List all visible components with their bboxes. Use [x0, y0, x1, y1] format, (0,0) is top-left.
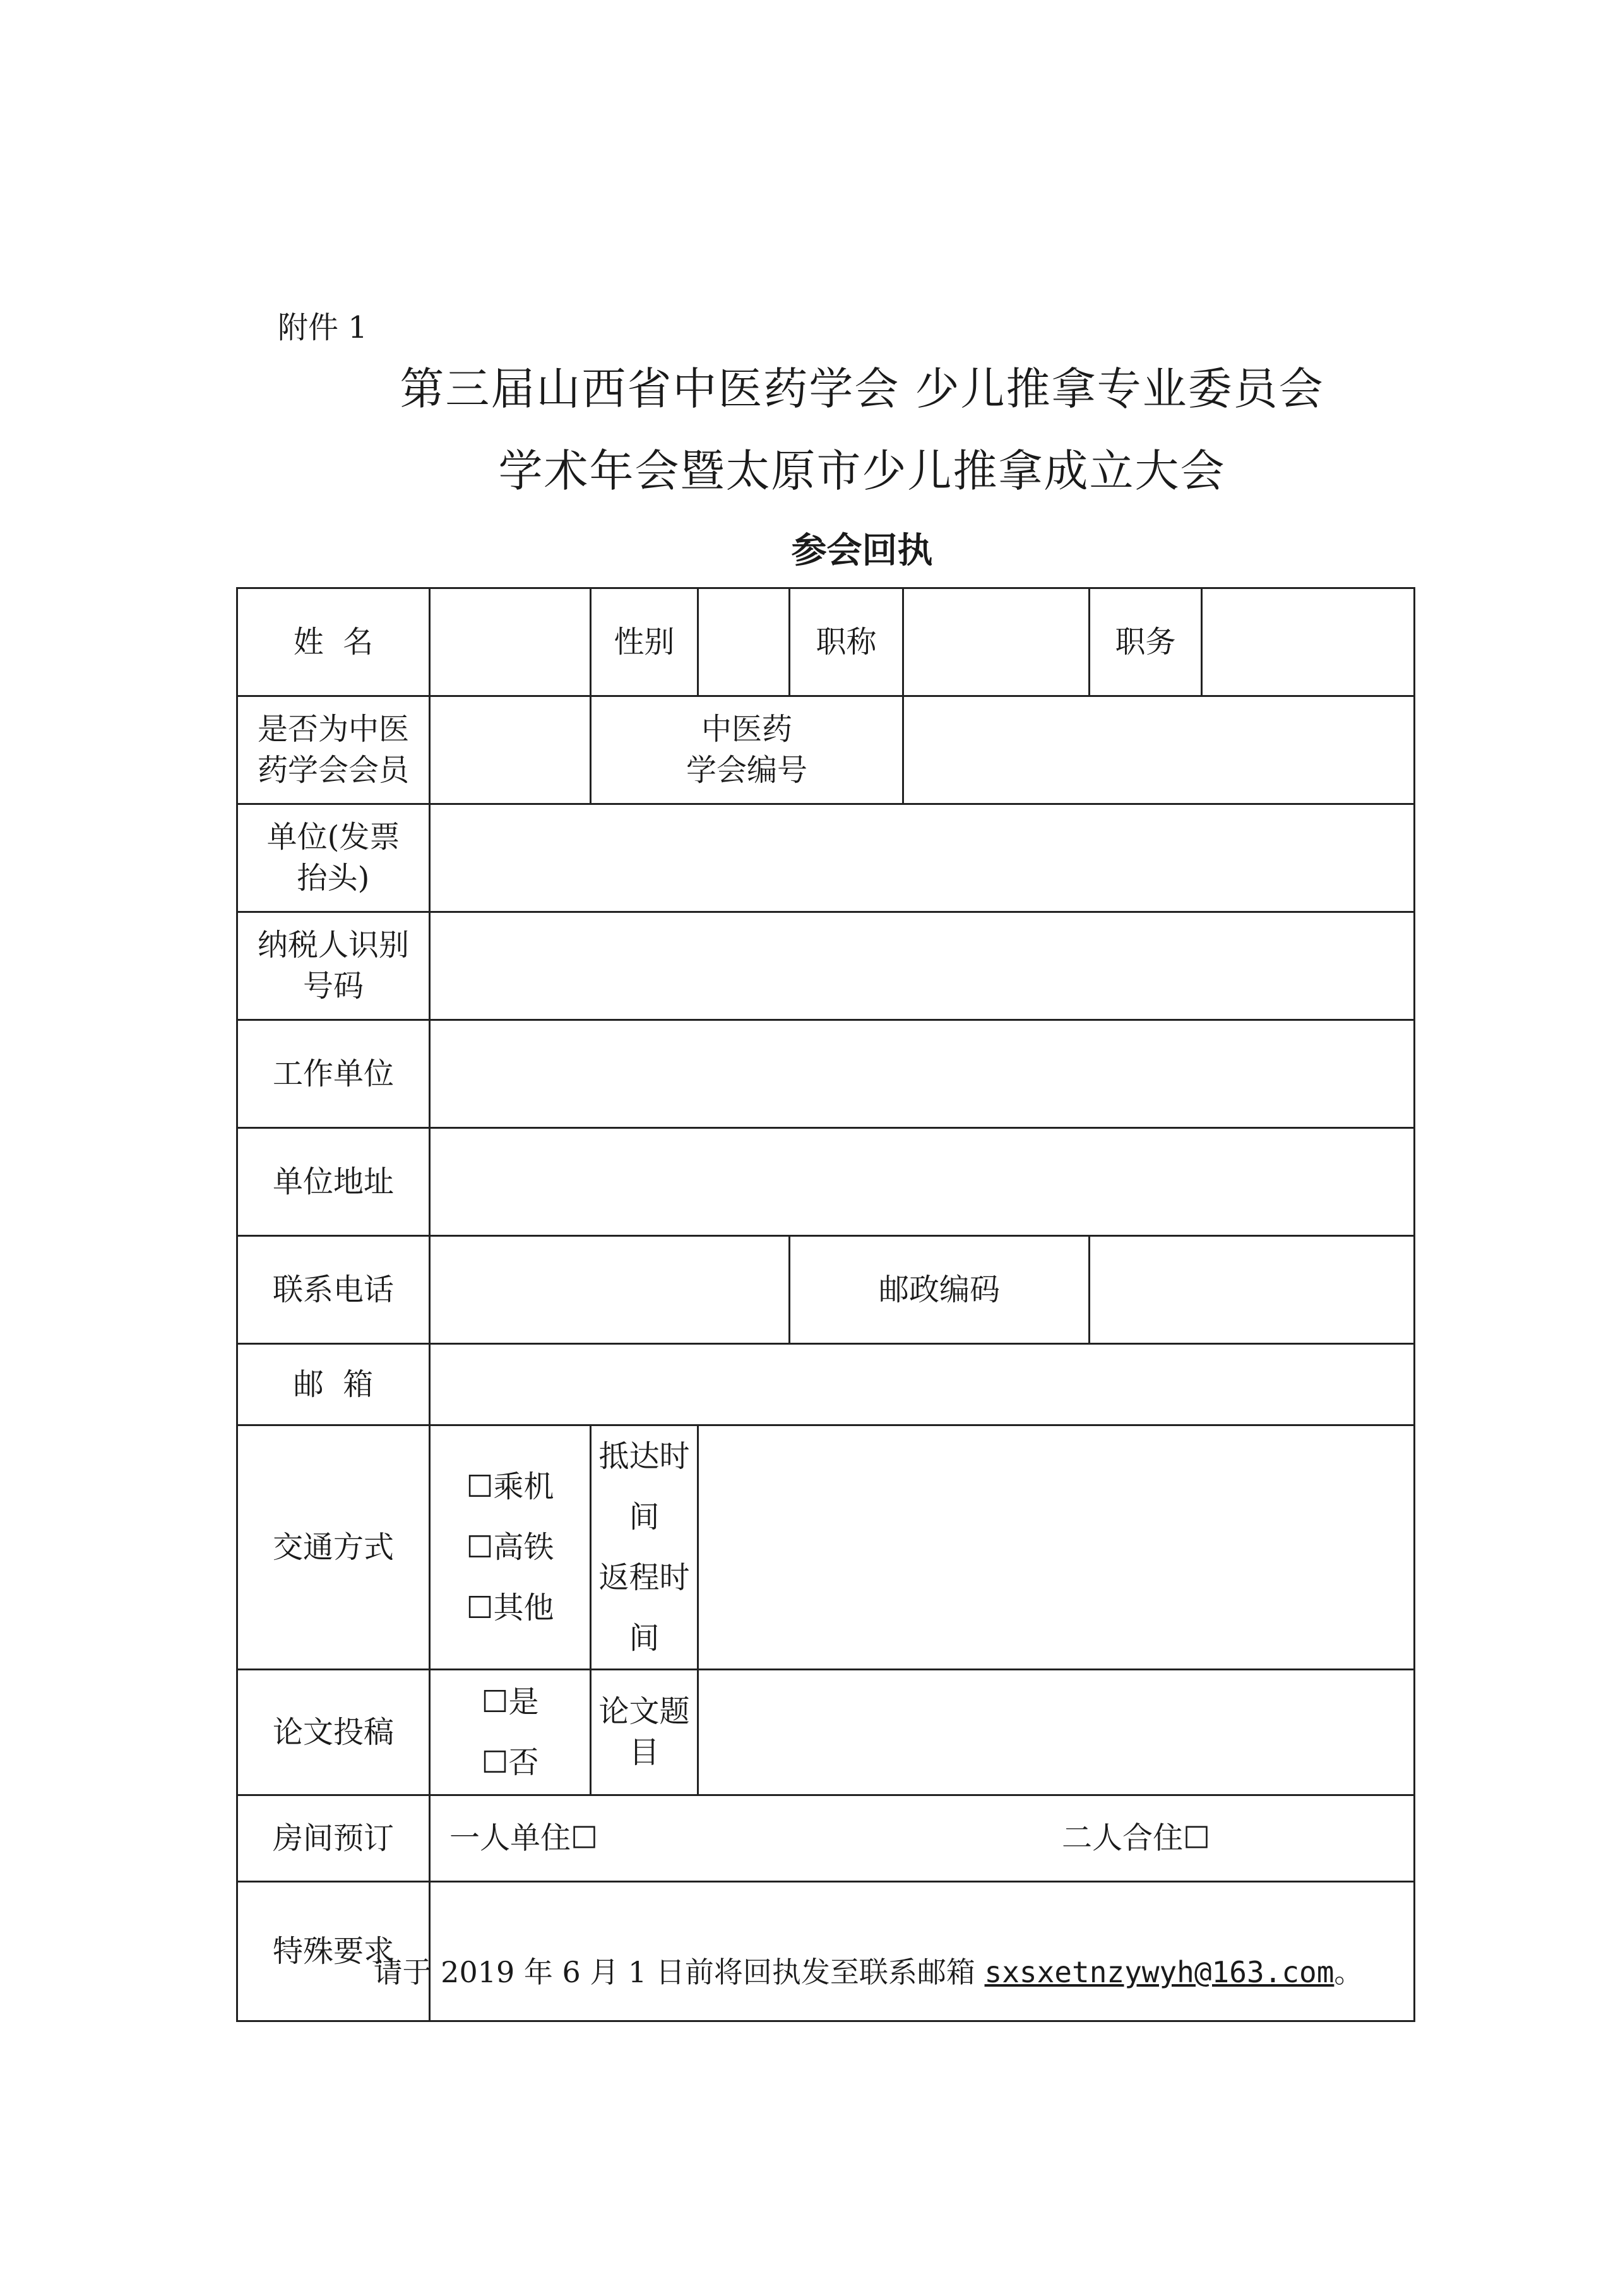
- member-label-line1: 是否为中医: [257, 711, 409, 747]
- address-field[interactable]: [430, 1128, 1415, 1236]
- paper-title-label: 论文题目: [591, 1670, 698, 1795]
- member-no-label: [591, 696, 903, 804]
- transport-option-plane[interactable]: ☐乘机: [466, 1469, 554, 1504]
- email-label: 邮 箱: [237, 1344, 430, 1425]
- member-no-label-line1: 中医药: [701, 711, 792, 747]
- duty-label: 职务: [1090, 588, 1202, 696]
- invoice-label-line1: 单位(发票: [266, 819, 400, 855]
- postcode-label: 邮政编码: [790, 1236, 1090, 1344]
- invoice-label: [237, 804, 430, 912]
- member-no-field[interactable]: [903, 696, 1415, 804]
- page-title-line2: 学术年会暨太原市少儿推拿成立大会: [498, 445, 1226, 497]
- return-time-label: 返程时间: [598, 1560, 690, 1656]
- name-field[interactable]: [430, 588, 591, 696]
- page-title-line1: 第三届山西省中医药学会 少儿推拿专业委员会: [400, 363, 1324, 415]
- time-field[interactable]: [698, 1425, 1415, 1670]
- gender-field[interactable]: [698, 588, 790, 696]
- member-label: [237, 696, 430, 804]
- paper-label: 论文投稿: [237, 1670, 430, 1795]
- registration-form-table: [236, 587, 1415, 2022]
- footer-note: [0, 1949, 1623, 1991]
- taxpayer-field[interactable]: [430, 912, 1415, 1020]
- gender-label: 性别: [591, 588, 698, 696]
- footer-text: 请于 2019 年 6 月 1 日前将回执发至联系邮箱: [373, 1955, 985, 1989]
- transport-label: 交通方式: [237, 1425, 430, 1670]
- transport-options: [430, 1425, 591, 1670]
- paper-options: [430, 1670, 591, 1795]
- room-options: [430, 1795, 1415, 1882]
- taxpayer-label: [237, 912, 430, 1020]
- transport-option-train[interactable]: ☐高铁: [466, 1530, 554, 1565]
- paper-option-yes[interactable]: ☐是: [481, 1684, 539, 1720]
- footer-suffix: 。: [1334, 1955, 1364, 1989]
- arrive-time-label: 抵达时间: [598, 1439, 690, 1535]
- paper-title-field[interactable]: [698, 1670, 1415, 1795]
- time-labels: [591, 1425, 698, 1670]
- taxpayer-label-line2: 号码: [302, 968, 364, 1004]
- duty-field[interactable]: [1202, 588, 1415, 696]
- postcode-field[interactable]: [1090, 1236, 1415, 1344]
- workplace-label: 工作单位: [237, 1020, 430, 1128]
- name-label: 姓 名: [237, 588, 430, 696]
- member-field[interactable]: [430, 696, 591, 804]
- attachment-label: 附件 1: [278, 310, 367, 345]
- title-label: 职称: [790, 588, 903, 696]
- email-field[interactable]: [430, 1344, 1415, 1425]
- phone-field[interactable]: [430, 1236, 790, 1344]
- paper-option-no[interactable]: ☐否: [481, 1745, 539, 1780]
- address-label: 单位地址: [237, 1128, 430, 1236]
- taxpayer-label-line1: 纳税人识别: [257, 927, 409, 963]
- room-option-single[interactable]: 一人单住☐: [449, 1820, 598, 1856]
- footer-email-link[interactable]: sxsxetnzywyh@163.com: [984, 1955, 1335, 1989]
- invoice-label-line2: 抬头): [297, 860, 370, 896]
- room-option-double[interactable]: 二人合住☐: [1062, 1820, 1211, 1856]
- transport-option-other[interactable]: ☐其他: [466, 1590, 554, 1626]
- member-no-label-line2: 学会编号: [686, 752, 807, 788]
- phone-label: 联系电话: [237, 1236, 430, 1344]
- member-label-line2: 药学会会员: [257, 752, 409, 788]
- form-subtitle: 参会回执: [791, 530, 933, 571]
- room-label: 房间预订: [237, 1795, 430, 1882]
- title-field[interactable]: [903, 588, 1090, 696]
- workplace-field[interactable]: [430, 1020, 1415, 1128]
- invoice-field[interactable]: [430, 804, 1415, 912]
- special-label: 特殊要求: [237, 1882, 430, 2021]
